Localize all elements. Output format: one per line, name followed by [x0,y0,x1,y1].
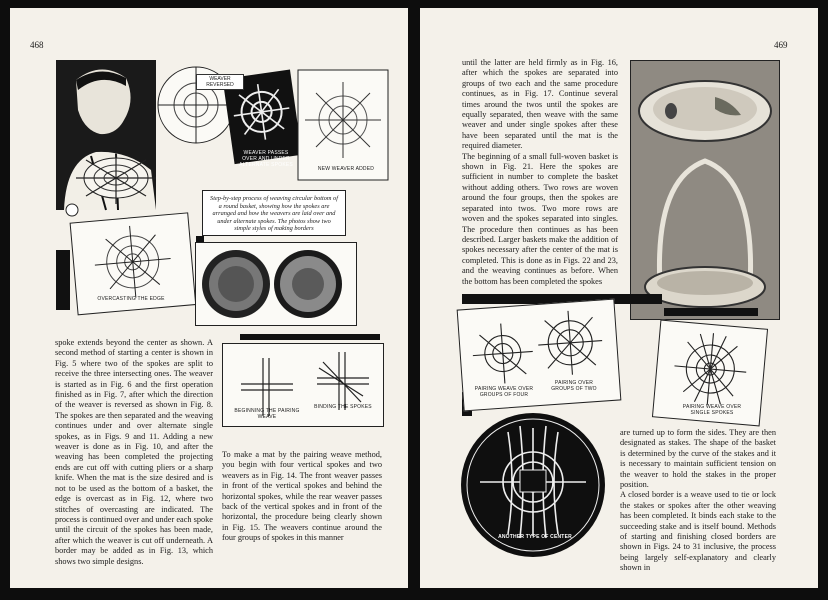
border-photos [196,243,356,325]
left-page [10,8,408,588]
page-number: 469 [774,40,788,50]
photo-panel [195,242,357,326]
page-number: 468 [30,40,44,50]
fig-label-alternate-spokes: WEAVER PASSES OVER AND UNDER ALTERNATE SPOKES [239,150,293,168]
fig-label-new-weaver: NEW WEAVER ADDED [317,166,375,172]
right-page [420,8,818,588]
basket-photo [630,60,780,320]
fig-label-pairing-four: PAIRING WEAVE OVER GROUPS OF FOUR [474,386,534,398]
decorative-bar [240,334,380,340]
body-text-column-2: To make a mat by the pairing weave method, you begin with four vertical spokes and two weavers as in Fig. 14. The front weaver passes in front of the vertical spokes and behind the horizontal spokes, while the rear weaver passes back of the vertical spokes and in front of the horizontal, the procedure being clearly shown in Fig. 15. The weavers continue around the four groups of spokes in this manner [222,450,382,543]
fig-label-pairing-two: PAIRING OVER GROUPS OF TWO [551,380,597,392]
basket-photo-image [631,61,779,319]
fig-label-single-spokes: PAIRING WEAVE OVER SINGLE SPOKES [682,404,742,416]
fig-label-another-center: ANOTHER TYPE OF CENTER [498,534,572,540]
body-text-column-1: spoke extends beyond the center as shown. A second method of starting a center is shown in Fig. 5 where two of the spokes are split to receive the three intersecting ones. The weaver is started as in Fig. 6 and the first operation finished as in Fig. 7, after which the direction of the weaver is reversed as shown in Fig. 8. The spokes are then separated and the weaving continues under and over alternate single spokes, as in Figs. 9 and 11. Adding a new weaver is done as in Fig. 10, and after the weaving has been completed the projecting ends are cut off with cutting pliers or a sharp knife. When the mat is the size desired and is not to be used as the bottom of a basket, the edge is overcast as in Fig. 12, where two stitches of overcasting are indicated. The process is continued over and under each spoke until the circuit of the spokes has been made, after which the weaver is cut off underneath. A border may be added as in Fig. 13, which shows two simple designs. [55,338,213,566]
fig-label-beginning-pairing: BEGINNING THE PAIRING WEAVE [234,408,300,420]
fig-label-overcasting: OVERCASTING THE EDGE [97,296,165,302]
illustration-caption: Step-by-step process of weaving circular bottom of a round basket, showing how the spokes are arranged and how the weavers are laid over and under alternate spokes. The photos show two simple styles of making borders [202,190,346,236]
body-text-bottom: are turned up to form the sides. They are then designated as stakes. The shape of the basket is determined by the curve of the stakes and it is necessary to maintain sufficient tension on the weaver to hold the stakes in the proper position. A closed border is a weave used to tie or lock the stakes or spokes after the other weaving has been completed. It binds each stake to the succeeding stake and is itself bound. Methods of starting and finishing closed borders are shown in Figs. 24 to 31 inclusive, the process being largely self-explanatory and clearly shown in [620,428,776,573]
fig-label-binding-spokes: BINDING THE SPOKES [314,404,372,410]
body-text-top: until the latter are held firmly as in Fig. 16, after which the spokes are separated into groups of two each and the same procedure continues, as in Fig. 17. Continue several times around the twos until the spokes are equally separated, then weave with the same weaver and under single spokes after these have been separated until the mat is the required diameter. The beginning of a small full-woven basket is shown in Fig. 21. Here the spokes are sufficient in number to complete the basket without adding others. Two rows are woven around the four groups, then the spokes are separated into twos. Two more rows are woven and the spokes separated into singles. The procedure then continues as has been described. Larger baskets make the addition of spokes necessary after the center of the mat is completed. This is done as in Figs. 22 and 23, and the weaving continues as before. When the bottom has been completed the spokes [462,58,618,286]
fig-label-weaver-reversed: WEAVER REVERSED [196,74,244,90]
decorative-bar [664,308,758,316]
